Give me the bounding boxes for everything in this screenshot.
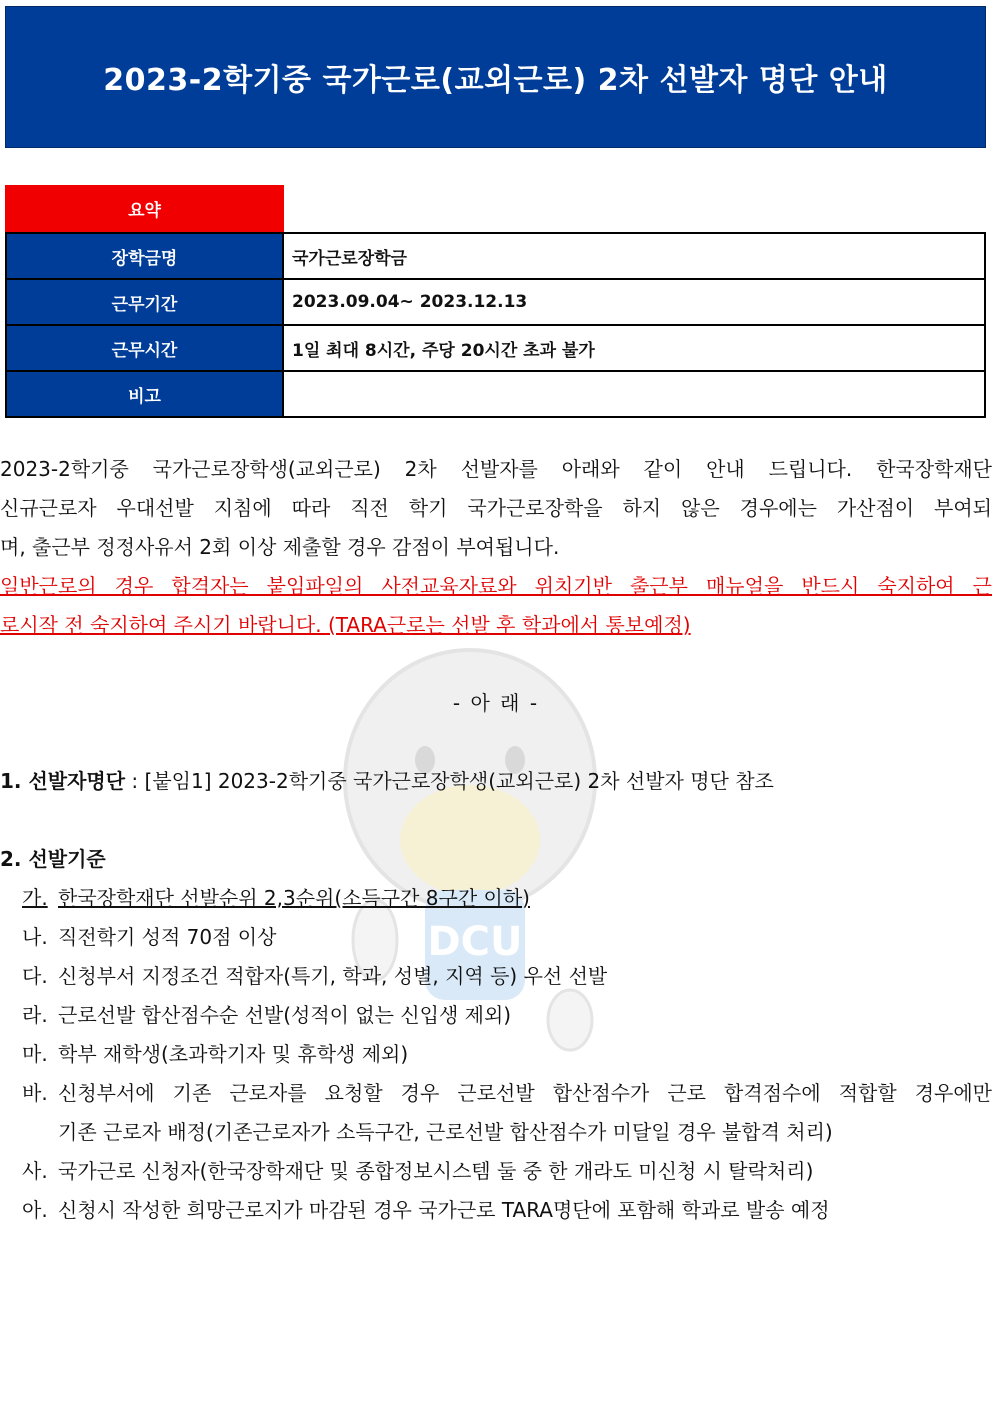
list-item bbox=[22, 918, 992, 957]
list-item bbox=[22, 1074, 992, 1152]
summary-key: 근무기간 bbox=[6, 279, 283, 325]
intro-line: 2023-2학기중 국가근로장학생(교외근로) 2차 선발자를 아래와 같이 안내 드립니다. 한국장학재단 bbox=[0, 457, 992, 481]
section-1-text: : [붙임1] 2023-2학기중 국가근로장학생(교외근로) 2차 선발자 명단 참조 bbox=[125, 769, 774, 793]
intro-line: 며, 출근부 정정사유서 2회 이상 제출할 경우 감점이 부여됩니다. bbox=[0, 535, 560, 559]
notice-heading: - 아 래 - bbox=[452, 691, 540, 715]
item-marker: 가. bbox=[22, 886, 48, 910]
list-item bbox=[22, 957, 992, 996]
item-text: 신청시 작성한 희망근로지가 마감된 경우 국가근로 TARA명단에 포함해 학과로 발송 예정 bbox=[58, 1198, 830, 1222]
item-text-block bbox=[58, 1074, 992, 1152]
list-item bbox=[22, 1035, 992, 1074]
warning-notice bbox=[0, 567, 992, 645]
summary-header-label: 요약 bbox=[5, 185, 284, 232]
summary-value: 1일 최대 8시간, 주당 20시간 초과 불가 bbox=[283, 325, 985, 371]
item-marker: 나. bbox=[22, 925, 48, 949]
watermark-text: DCU bbox=[427, 919, 523, 965]
warning-line: 일반근로의 경우 합격자는 붙임파일의 사전교육자료와 위치기반 출근부 매뉴얼을 반드시 숙지하여 근 bbox=[0, 574, 992, 598]
item-marker: 사. bbox=[22, 1159, 48, 1183]
summary-header bbox=[5, 185, 986, 232]
intro-line: 신규근로자 우대선발 지침에 따라 직전 학기 국가근로장학을 하지 않은 경우에는 가산점이 부여되 bbox=[0, 496, 992, 520]
item-text: 신청부서에 기존 근로자를 요청할 경우 근로선발 합산점수가 근로 합격점수에 적합할 경우에만 bbox=[58, 1081, 992, 1105]
list-item bbox=[22, 1152, 992, 1191]
summary-value: 2023.09.04~ 2023.12.13 bbox=[283, 279, 985, 325]
item-text: 한국장학재단 선발순위 2,3순위(소득구간 8구간 이하) bbox=[58, 886, 530, 910]
criteria-list bbox=[22, 879, 992, 1230]
item-marker: 마. bbox=[22, 1042, 48, 1066]
summary-row bbox=[6, 325, 985, 371]
summary-table bbox=[5, 185, 986, 418]
summary-row bbox=[6, 279, 985, 325]
document-body bbox=[0, 450, 992, 1230]
title-banner bbox=[5, 6, 986, 148]
section-2-title: 2. 선발기준 bbox=[0, 847, 106, 871]
item-text-continued: 기존 근로자 배정(기존근로자가 소득구간, 근로선발 합산점수가 미달일 경우 불합격 처리) bbox=[58, 1120, 833, 1144]
item-text: 국가근로 신청자(한국장학재단 및 종합정보시스템 둘 중 한 개라도 미신청 시 탈락처리) bbox=[58, 1159, 814, 1183]
summary-row bbox=[6, 233, 985, 279]
item-marker: 다. bbox=[22, 964, 48, 988]
summary-key: 비고 bbox=[6, 371, 283, 417]
list-item bbox=[22, 1191, 992, 1230]
section-1-title: 1. 선발자명단 bbox=[0, 769, 126, 793]
section-1 bbox=[0, 762, 992, 801]
item-text: 신청부서 지정조건 적합자(특기, 학과, 성별, 지역 등) 우선 선발 bbox=[58, 964, 608, 988]
summary-key: 근무시간 bbox=[6, 325, 283, 371]
summary-key: 장학금명 bbox=[6, 233, 283, 279]
list-item bbox=[22, 879, 530, 918]
list-item bbox=[22, 996, 992, 1035]
item-marker: 아. bbox=[22, 1198, 48, 1222]
item-text: 직전학기 성적 70점 이상 bbox=[58, 925, 277, 949]
page-title: 2023-2학기중 국가근로(교외근로) 2차 선발자 명단 안내 bbox=[103, 63, 888, 98]
item-text: 근로선발 합산점수순 선발(성적이 없는 신입생 제외) bbox=[58, 1003, 512, 1027]
item-marker: 바. bbox=[22, 1081, 48, 1105]
item-text: 학부 재학생(초과학기자 및 휴학생 제외) bbox=[58, 1042, 409, 1066]
warning-line: 로시작 전 숙지하여 주시기 바랍니다. (TARA근로는 선발 후 학과에서 통보예정) bbox=[0, 613, 691, 637]
summary-value: 국가근로장학금 bbox=[283, 233, 985, 279]
intro-paragraph bbox=[0, 450, 992, 645]
section-2 bbox=[0, 840, 992, 1230]
summary-row bbox=[6, 371, 985, 417]
item-marker: 라. bbox=[22, 1003, 48, 1027]
summary-value bbox=[283, 371, 985, 417]
